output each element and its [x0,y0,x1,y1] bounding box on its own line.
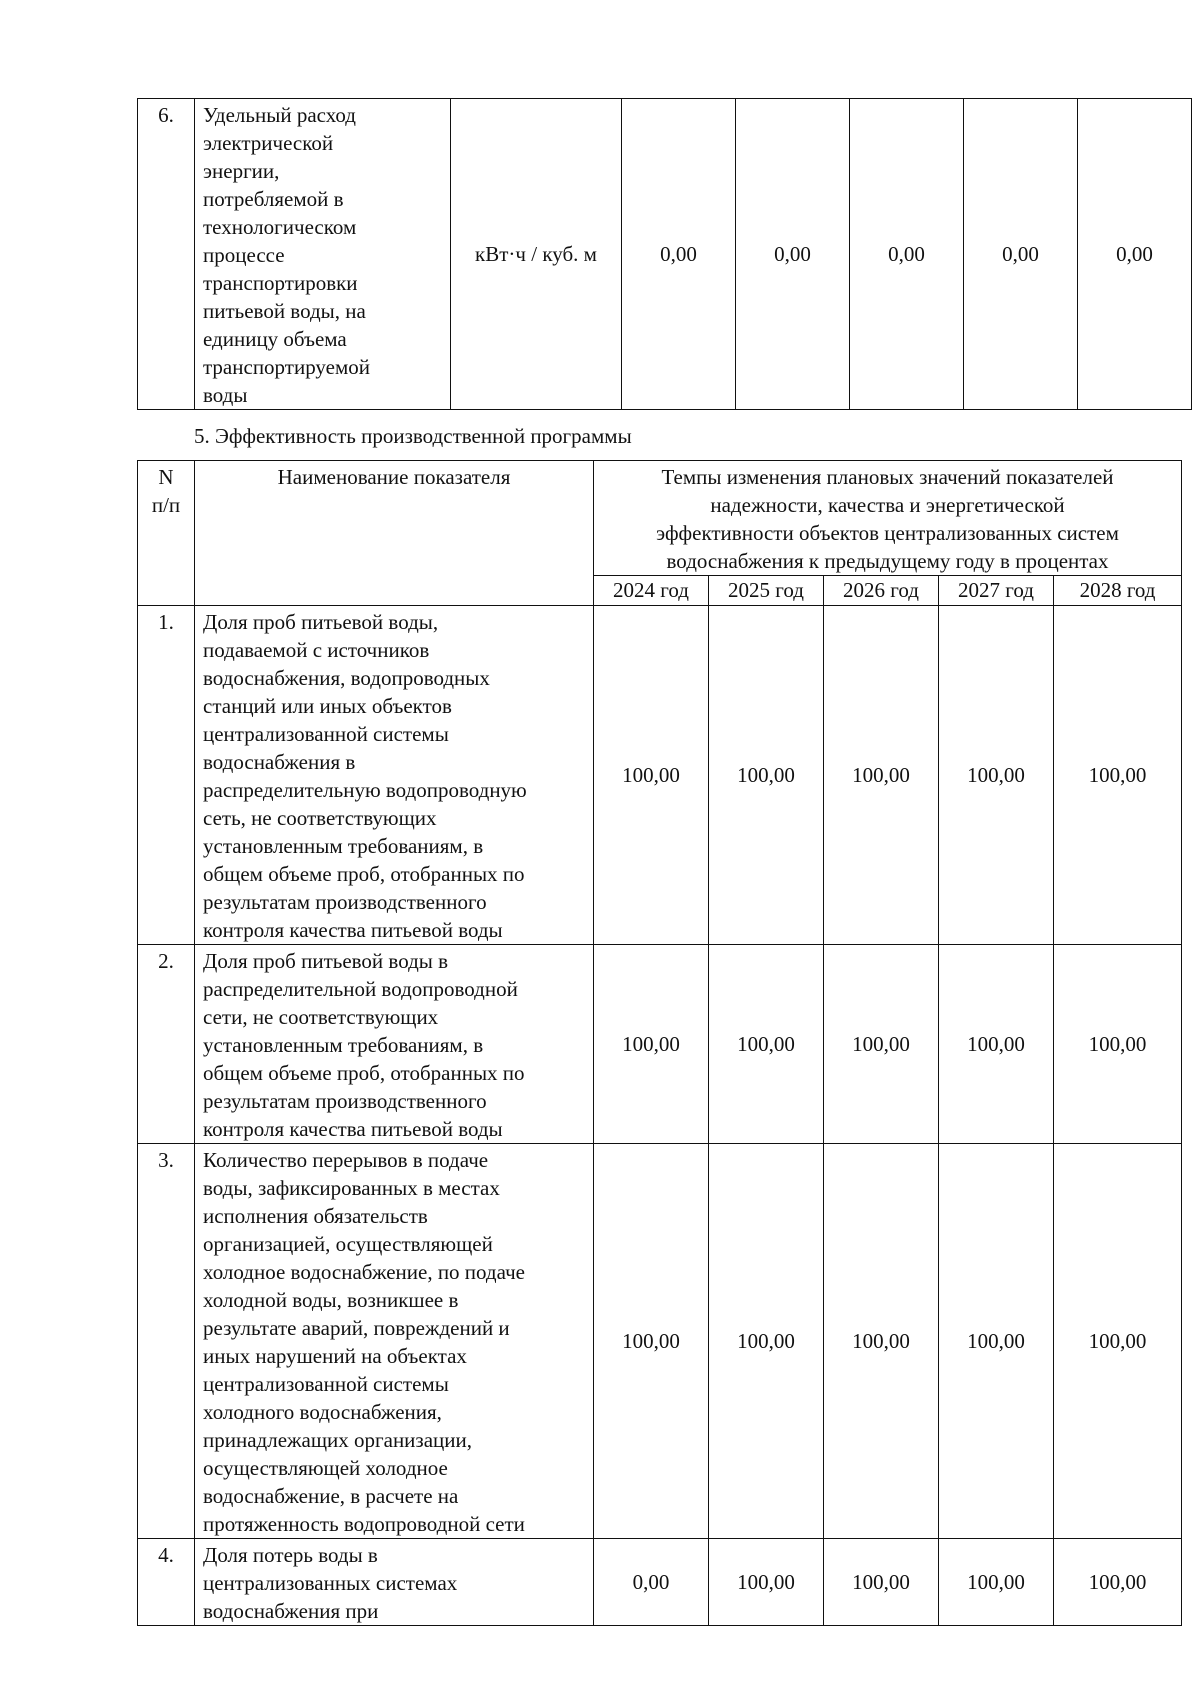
indicator-name-line: результатам производственного [203,890,487,914]
indicator-name-line: водоснабжения, водопроводных [203,666,490,690]
year-header: 2028 год [1054,576,1182,606]
indicator-name-line: распределительную водопроводную [203,778,527,802]
indicator-name-line: организацией, осуществляющей [203,1232,493,1256]
indicator-name-line: сеть, не соответствующих [203,806,437,830]
indicator-name-line: процессе [203,243,285,267]
indicator-name-line: общем объеме проб, отобранных по [203,862,525,886]
value-cell: 100,00 [824,606,939,945]
indicator-name-line: водоснабжение, в расчете на [203,1484,459,1508]
value-cell: 100,00 [594,945,709,1144]
header-name: Наименование показателя [195,461,594,606]
indicator-name-line: Доля проб питьевой воды, [203,610,439,634]
value-cell: 100,00 [594,606,709,945]
indicator-name-line: централизованной системы [203,722,449,746]
table-row [138,99,1192,410]
indicator-name-line: исполнения обязательств [203,1204,428,1228]
value-cell: 0,00 [736,99,850,410]
header-row [138,461,1182,576]
indicator-name-line: результате аварий, повреждений и [203,1316,510,1340]
table-row [138,1144,1182,1539]
value-cell: 0,00 [964,99,1078,410]
table-row [138,606,1182,945]
value-cell: 100,00 [939,945,1054,1144]
value-cell: 100,00 [709,606,824,945]
value-cell: 100,00 [709,1144,824,1539]
value-cell: 0,00 [594,1539,709,1626]
value-cell: 100,00 [939,606,1054,945]
indicator-name [195,945,594,1144]
indicator-name [195,1539,594,1626]
table-row [138,945,1182,1144]
value-cell: 100,00 [1054,1144,1182,1539]
indicator-name-line: распределительной водопроводной [203,977,518,1001]
indicator-name-line: централизованных системах [203,1571,458,1595]
table-row [138,1539,1182,1626]
year-header: 2027 год [939,576,1054,606]
indicator-name-line: Доля потерь воды в [203,1543,378,1567]
header-group-line: водоснабжения к предыдущему году в процентах [666,549,1109,573]
unit-cell: кВт·ч / куб. м [451,99,622,410]
indicator-name-line: подаваемой с источников [203,638,430,662]
indicator-name-line: транспортировки [203,271,358,295]
indicator-name-line: энергии, [203,159,280,183]
indicator-name-line: общем объеме проб, отобранных по [203,1061,525,1085]
value-cell: 100,00 [709,1539,824,1626]
value-cell: 100,00 [824,1144,939,1539]
year-header: 2024 год [594,576,709,606]
value-cell: 100,00 [939,1144,1054,1539]
indicator-name-line: иных нарушений на объектах [203,1344,467,1368]
indicator-name-line: контроля качества питьевой воды [203,1117,503,1141]
value-cell: 100,00 [1054,945,1182,1144]
header-number-line: N [158,465,174,489]
indicator-name-line: холодной воды, возникшее в [203,1288,459,1312]
value-cell: 100,00 [1054,606,1182,945]
value-cell: 100,00 [709,945,824,1144]
indicator-name-line: холодного водоснабжения, [203,1400,442,1424]
row-number: 4. [138,1539,195,1626]
indicator-name-line: холодное водоснабжение, по подаче [203,1260,525,1284]
indicator-name-line: централизованной системы [203,1372,449,1396]
indicator-name-line: воды [203,383,248,407]
indicator-name-line: принадлежащих организации, [203,1428,473,1452]
section-title: 5. Эффективность производственной программы [194,424,632,448]
row-number: 6. [138,99,195,410]
indicator-name-line: технологическом [203,215,357,239]
indicator-name-line: единицу объема [203,327,347,351]
indicator-name [195,1144,594,1539]
indicator-name-line: электрической [203,131,334,155]
row-number: 2. [138,945,195,1144]
value-cell: 0,00 [622,99,736,410]
year-header: 2026 год [824,576,939,606]
header-number-line: п/п [151,493,181,517]
header-group-line: эффективности объектов централизованных систем [656,521,1119,545]
efficiency-table [137,460,1182,1626]
value-cell: 100,00 [824,1539,939,1626]
indicator-name-line: станций или иных объектов [203,694,452,718]
indicator-name-line: сети, не соответствующих [203,1005,439,1029]
header-group-line: надежности, качества и энергетической [710,493,1065,517]
value-cell: 100,00 [824,945,939,1144]
value-cell: 0,00 [1078,99,1192,410]
indicator-name [195,99,451,410]
indicator-name-line: осуществляющей холодное [203,1456,448,1480]
indicator-name-line: водоснабжения в [203,750,356,774]
indicator-name-line: Доля проб питьевой воды в [203,949,449,973]
row-number: 3. [138,1144,195,1539]
value-cell: 100,00 [594,1144,709,1539]
indicator-name-line: транспортируемой [203,355,370,379]
row-number: 1. [138,606,195,945]
indicator-name-line: установленным требованиям, в [203,1033,484,1057]
indicator-name [195,606,594,945]
indicator-name-line: потребляемой в [203,187,344,211]
indicator-name-line: воды, зафиксированных в местах [203,1176,500,1200]
indicator-name-line: водоснабжения при [203,1599,379,1623]
indicator-name-line: контроля качества питьевой воды [203,918,503,942]
value-cell: 0,00 [850,99,964,410]
indicator-name-line: питьевой воды, на [203,299,366,323]
indicator-name-line: установленным требованиям, в [203,834,484,858]
indicators-table-continued [137,98,1192,410]
year-header: 2025 год [709,576,824,606]
header-number [138,461,195,606]
indicator-name-line: Количество перерывов в подаче [203,1148,489,1172]
indicator-name-line: Удельный расход [203,103,356,127]
indicator-name-line: протяженность водопроводной сети [203,1512,525,1536]
header-group [594,461,1182,576]
header-group-line: Темпы изменения плановых значений показателей [661,465,1114,489]
value-cell: 100,00 [939,1539,1054,1626]
value-cell: 100,00 [1054,1539,1182,1626]
indicator-name-line: результатам производственного [203,1089,487,1113]
